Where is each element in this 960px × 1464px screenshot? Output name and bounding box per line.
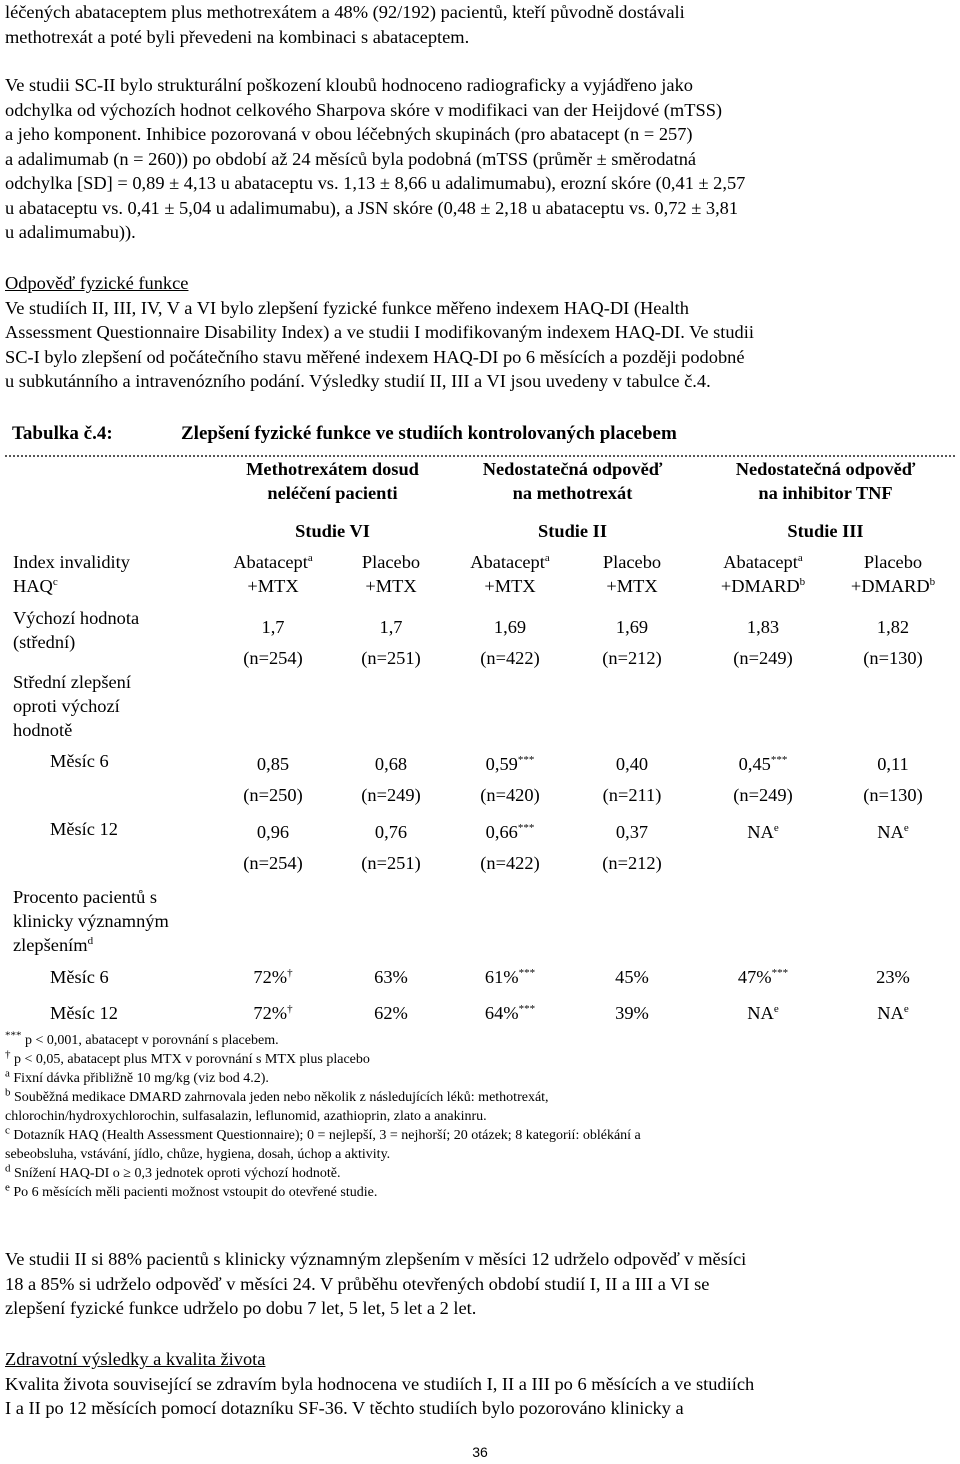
section-heading: Zdravotní výsledky a kvalita života <box>5 1349 266 1369</box>
month12-cell: 0,37 (n=212) <box>602 822 662 873</box>
text-line: a adalimumab (n = 260)) po období až 24 měsíců byla podobná (mTSS (průměr ± směrodatná <box>5 148 697 169</box>
baseline-cell: 1,82 (n=130) <box>863 617 923 668</box>
physical-function-section <box>5 271 955 394</box>
group-header-mtx-ir: Nedostatečná odpověď na methotrexát <box>482 459 663 503</box>
footnote: $^d$ Snížení HAQ-DI o ≥ 0,3 jednotek oproti výchozí hodnotě. <box>5 1162 341 1181</box>
text-line: I a II po 12 měsících pomocí dotazníku SF-36. V těchto studiích bylo pozorováno klinicky a <box>5 1398 684 1418</box>
sharp-score-paragraph <box>5 73 955 245</box>
text-line: u adalimumabu)). <box>5 222 136 242</box>
row-label-mean-improvement: Střední zlepšení oproti výchozí hodnotě <box>13 672 131 740</box>
row-label-month12: Měsíc 12 <box>50 819 118 839</box>
arm-header: Abatacept$^a$ $+DMARD^b$ <box>720 551 806 596</box>
text-line: Kvalita života související se zdravím byla hodnocena ve studiích I, II a III po 6 měsících a ve studiích <box>5 1373 755 1394</box>
text-line: 18 a 85% si udrželo odpověď v měsíci 24. V průběhu otevřených období studií I, II a III a VI se <box>5 1273 710 1294</box>
group-header-mtx-naive: Methotrexátem dosud neléčení pacienti <box>246 459 419 503</box>
text-line: odchylka od výchozích hodnot celkového Sharpova skóre v modifikaci van der Heijdové (mTSS) <box>5 99 723 120</box>
pct-month6-cell: 61%*** <box>484 966 536 987</box>
arm-header: Placebo +MTX <box>602 552 662 596</box>
month6-cell: 0,11 (n=130) <box>863 754 923 805</box>
text-line: Ve studiích II, III, IV, V a VI bylo zlepšení fyzické funkce měřeno indexem HAQ-DI (Health <box>5 297 689 318</box>
text-line: Ve studii II si 88% pacientů s klinicky významným zlepšením v měsíci 12 udrželo odpověď v měsíci <box>5 1249 747 1269</box>
row-label-percent-responders: Procento pacientů s klinicky významným zlepšením$^d$ <box>13 887 169 955</box>
pct-month6-cell: 23% <box>876 967 910 987</box>
row-label-pct-month12: Měsíc 12 <box>50 1003 118 1023</box>
arm-header: Placebo +MTX <box>361 552 421 596</box>
pct-month6-cell: 47%*** <box>737 966 789 987</box>
month12-cell: $NA^e$ <box>747 821 779 842</box>
table-title: Zlepšení fyzické funkce ve studiích kontrolovaných placebem <box>181 423 677 444</box>
footnote: $^e$ Po 6 měsících měli pacienti možnost vstoupit do otevřené studie. <box>5 1181 378 1200</box>
baseline-cell: 1,7 (n=254) <box>243 617 303 668</box>
text-line: Ve studii SC-II bylo strukturální poškození kloubů hodnoceno radiograficky a vyjádřeno jako <box>5 75 693 95</box>
arm-header: Abatacept$^a$ +MTX <box>233 551 313 596</box>
month12-cell: $NA^e$ <box>877 821 909 842</box>
text-line: methotrexát a poté byli převedeni na kombinaci s abataceptem. <box>5 26 470 47</box>
footnote: *** p < 0,001, abatacept v porovnání s placebem. <box>5 1029 279 1048</box>
month6-cell: 0,68 (n=249) <box>361 754 421 805</box>
text-line: a jeho komponent. Inhibice pozorovaná v obou léčebných skupinách (pro abatacept (n = 257) <box>5 124 693 144</box>
after-table-paragraph <box>5 1247 955 1321</box>
table-footnotes <box>5 1031 955 1202</box>
pct-month6-cell: 45% <box>615 967 649 987</box>
section-heading: Odpověď fyzické funkce <box>5 273 189 293</box>
month6-cell: 0,45*** (n=249) <box>733 753 793 805</box>
row-label-month6: Měsíc 6 <box>50 751 109 771</box>
study-header: Studie III <box>787 521 864 541</box>
footnote: † p < 0,05, abatacept plus MTX v porovnání s MTX plus placebo <box>5 1048 370 1067</box>
study-header: Studie VI <box>295 521 370 541</box>
group-header-tnf-ir: Nedostatečná odpověď na inhibitor TNF <box>735 459 916 503</box>
month6-cell: 0,85 (n=250) <box>243 754 303 805</box>
arm-header: Placebo $+DMARD^b$ <box>850 552 936 596</box>
pct-month12-cell: $NA^e$ <box>877 1002 909 1023</box>
text-line: SC-I bylo zlepšení od počátečního stavu měřené indexem HAQ-DI po 6 měsících a později podobné <box>5 346 745 367</box>
row-label-baseline: Výchozí hodnota (střední) <box>13 608 140 652</box>
pct-month12-cell: $NA^e$ <box>747 1002 779 1023</box>
month12-cell: 0,76 (n=251) <box>361 822 421 873</box>
footnote: $^a$ Fixní dávka přibližně 10 mg/kg (viz bod 4.2). <box>5 1067 269 1086</box>
footnote: $^c$ Dotazník HAQ (Health Assessment Questionnaire); 0 = nejlepší, 3 = nejhorší; 20 otázek; 8 kategorií: oblékání a sebeobsluha, vstávání, jídlo, chůze, hygiena, dosah, úchop a aktivity. <box>5 1124 641 1162</box>
study-header: Studie II <box>538 521 607 541</box>
month6-cell: 0,40 (n=211) <box>602 754 662 805</box>
text-line: Assessment Questionnaire Disability Index) a ve studii I modifikovaným indexem HAQ-DI. Ve studii <box>5 322 754 342</box>
footnote: $^b$ Souběžná medikace DMARD zahrnovala jeden nebo několik z následujících léků: methotrexát, chlorochin/hydroxychlorochin, sulfasalazin, leflunomid, azathioprin, zlato a anakinru. <box>5 1086 549 1124</box>
pct-month12-cell: 62% <box>374 1003 408 1023</box>
table-label: Tabulka č.4: <box>12 423 113 444</box>
month12-cell: 0,66*** (n=422) <box>480 821 540 873</box>
arm-header: Abatacept$^a$ +MTX <box>470 551 550 596</box>
intro-paragraph <box>5 0 955 49</box>
pct-month6-cell: 63% <box>374 967 408 987</box>
text-line: léčených abataceptem plus methotrexátem a 48% (92/192) pacientů, kteří původně dostávali <box>5 2 685 22</box>
row-label-pct-month6: Měsíc 6 <box>50 967 109 987</box>
text-line: odchylka [SD] = 0,89 ± 4,13 u abataceptu vs. 1,13 ± 8,66 u adalimumabu), erozní skóre (0,41 ± 2,57 <box>5 173 746 193</box>
baseline-cell: 1,69 (n=212) <box>602 617 662 668</box>
baseline-cell: 1,83 (n=249) <box>733 617 793 668</box>
text-line: u subkutánního a intravenózního podání. Výsledky studií II, III a VI jsou uvedeny v tabulce č.4. <box>5 371 711 391</box>
month6-cell: 0,59*** (n=420) <box>480 753 540 805</box>
pct-month12-cell: 64%*** <box>484 1002 536 1023</box>
text-line: u abataceptu vs. 0,41 ± 5,04 u adalimumabu), a JSN skóre (0,48 ± 2,18 u abataceptu vs. 0,72 ± 3,81 <box>5 197 739 218</box>
baseline-cell: 1,7 (n=251) <box>361 617 421 668</box>
text-line: zlepšení fyzické funkce udrželo po dobu 7 let, 5 let, 5 let a 2 let. <box>5 1298 477 1318</box>
pct-month12-cell: 72%† <box>253 1002 293 1023</box>
pct-month12-cell: 39% <box>615 1003 649 1023</box>
quality-of-life-section <box>5 1347 955 1421</box>
month12-cell: 0,96 (n=254) <box>243 822 303 873</box>
pct-month6-cell: 72%† <box>253 966 293 987</box>
page-number: 36 <box>472 1444 488 1460</box>
baseline-cell: 1,69 (n=422) <box>480 617 540 668</box>
row-label-haq-index: Index invalidity HAQ$^c$ <box>13 552 130 596</box>
